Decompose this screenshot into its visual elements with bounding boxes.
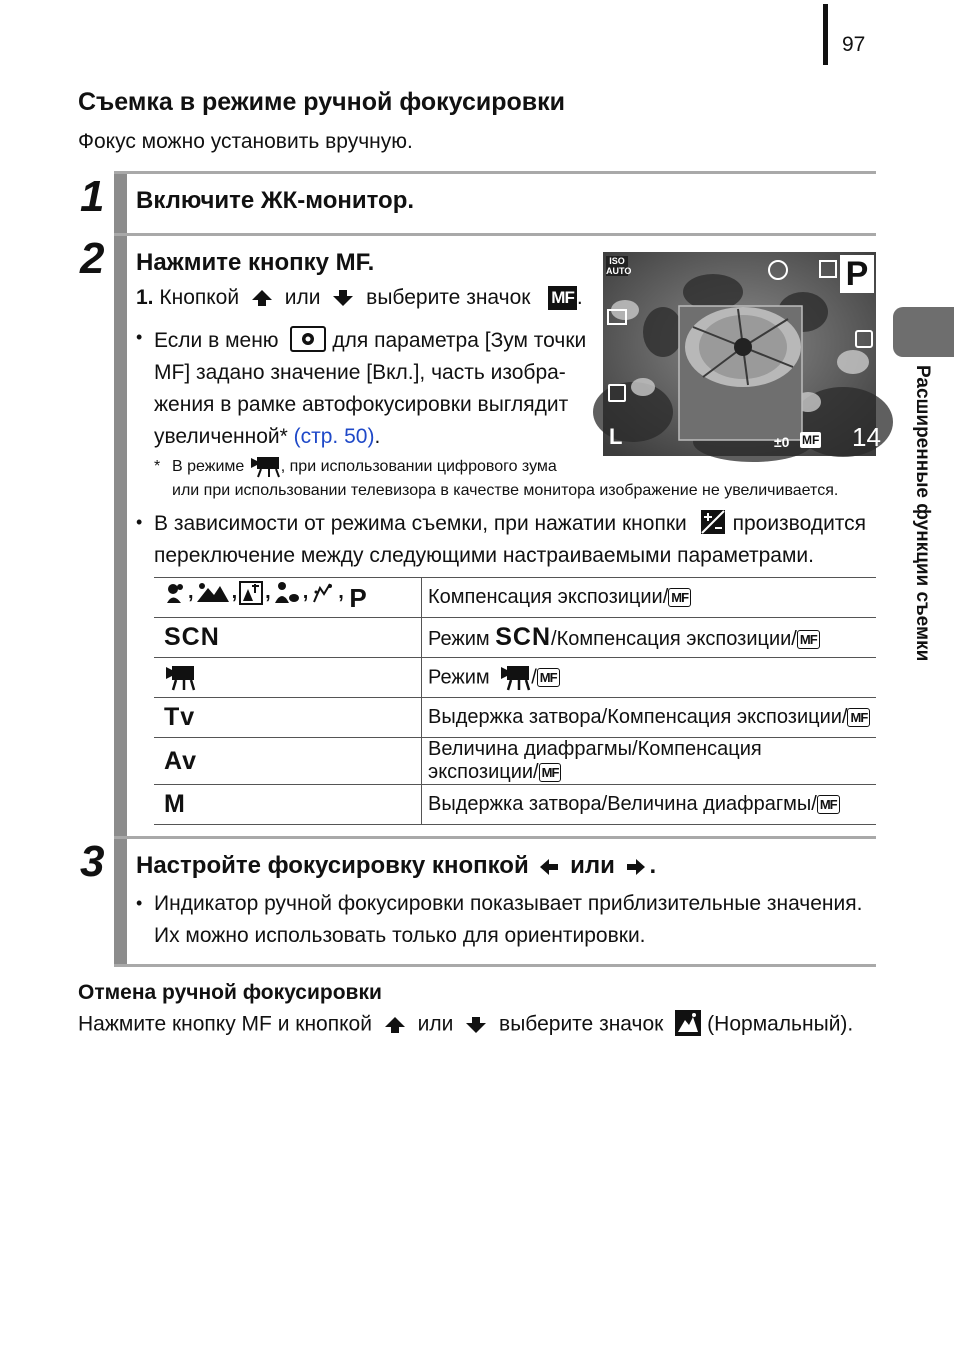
- mf-icon: MF: [847, 708, 870, 727]
- bullet2-text-a: В зависимости от режима съемки, при нажатии кнопки: [154, 512, 687, 535]
- table-cell-mode: SCN: [154, 618, 422, 658]
- movie-icon: [164, 665, 196, 691]
- cancel-text: Нажмите кнопку MF и кнопкой или выберите значок (Нормальный).: [78, 1012, 853, 1038]
- bullet1-line3: жения в рамке автофокусировки выглядит: [154, 393, 569, 416]
- table-cell-params: Выдержка затвора/Величина диафрагмы/ MF: [422, 785, 877, 825]
- table-cell-mode: M: [154, 785, 422, 825]
- scn-label: SCN: [495, 623, 552, 651]
- table-cell-mode: [154, 658, 422, 698]
- footnote-line1: [172, 456, 557, 478]
- arrow-down-icon: [332, 289, 354, 307]
- shake-icon: [855, 330, 873, 348]
- exposure-comp-icon: [701, 510, 725, 534]
- step-bar: [114, 174, 127, 965]
- table-row: [154, 738, 876, 785]
- section-title: Съемка в режиме ручной фокусировки: [78, 88, 566, 116]
- table-cell-params: Компенсация экспозиции/ MF: [422, 578, 877, 618]
- mf-indicator: MF: [802, 433, 820, 447]
- table-row: [154, 698, 876, 738]
- bullet-char: •: [136, 893, 143, 913]
- footnote-line2: или при использовании телевизора в качестве монитора изображение не увеличивается.: [172, 482, 839, 499]
- substep-or: или: [284, 286, 321, 309]
- mf-icon: MF: [537, 668, 560, 687]
- mode-p-label: P: [840, 255, 874, 293]
- arrow-right-icon: [626, 858, 646, 876]
- table-cell-mode: Tv: [154, 698, 422, 738]
- bullet2-text-b: производится: [732, 512, 867, 535]
- bullet1-line2: MF] задано значение [Вкл.], часть изобра-: [154, 361, 566, 384]
- camera-screen: [603, 252, 881, 456]
- cancel-title: Отмена ручной фокусировки: [78, 981, 382, 1004]
- exposure-value: ±0: [774, 434, 790, 450]
- step3-line1: Индикатор ручной фокусировки показывает приблизительные значения.: [154, 892, 863, 915]
- bullet2-block: [154, 508, 876, 572]
- page-number-bar: [823, 4, 828, 65]
- normal-focus-icon: [675, 1010, 701, 1036]
- footnote-text-a: В режиме: [172, 458, 245, 476]
- substep-text-a: Кнопкой: [159, 286, 240, 309]
- mf-icon: MF: [548, 286, 577, 310]
- mf-icon: MF: [668, 588, 691, 607]
- footnote-star: *: [154, 458, 161, 475]
- step-number-3: 3: [80, 837, 105, 886]
- flash-icon: [768, 260, 788, 280]
- bullet1-text-a: Если в меню: [154, 329, 279, 352]
- page-link[interactable]: (стр. 50): [293, 425, 375, 448]
- bullet2-line2: переключение между следующими настраиваемыми параметрами.: [154, 544, 814, 567]
- step2-title: Нажмите кнопку MF.: [136, 249, 375, 276]
- bullet1-block: [154, 325, 594, 453]
- single-frame-icon: [607, 309, 627, 325]
- self-timer-icon: [819, 260, 837, 278]
- table-cell-mode: Av: [154, 738, 422, 785]
- footnote-text-b: , при использовании цифрового зума: [280, 458, 557, 476]
- side-tab-label: Расширенные функции съемки: [912, 365, 933, 662]
- step1-top-rule: [114, 171, 876, 174]
- metering-icon: [608, 384, 626, 402]
- substep-end: .: [576, 286, 583, 309]
- bullet-char: •: [136, 512, 143, 532]
- bullet1-text-b: для параметра [Зум точки: [332, 329, 587, 352]
- step3-title: Настройте фокусировку кнопкой или .: [136, 852, 657, 879]
- portrait-icon: [164, 582, 186, 604]
- modes-table: [154, 577, 876, 825]
- table-cell-params: Режим SCN/Компенсация экспозиции/ MF: [422, 618, 877, 658]
- step3-line2: Их можно использовать только для ориентировки.: [154, 924, 646, 947]
- step1-title: Включите ЖК-монитор.: [136, 187, 415, 214]
- table-row: [154, 658, 876, 698]
- section-intro: Фокус можно установить вручную.: [78, 130, 413, 153]
- arrow-up-icon: [251, 289, 273, 307]
- kids-pets-icon: [273, 581, 301, 605]
- movie-icon: [499, 665, 531, 691]
- table-cell-mode: , , , , , P: [154, 578, 422, 618]
- step3-top-rule: [114, 836, 876, 839]
- mf-icon: MF: [817, 795, 840, 814]
- table-cell-params: Режим / MF: [422, 658, 877, 698]
- step-number-1: 1: [80, 172, 105, 221]
- indoor-icon: [310, 582, 336, 604]
- table-cell-params: Величина диафрагмы/Компенсация экспозиции/ MF: [422, 738, 877, 785]
- step2-substep: [136, 286, 583, 310]
- step3-bullet: [154, 888, 862, 952]
- side-tab-block: [893, 307, 954, 357]
- night-snapshot-icon: [239, 581, 263, 605]
- bullet-char: •: [136, 327, 143, 347]
- mf-icon: MF: [797, 630, 820, 649]
- arrow-down-icon: [465, 1016, 487, 1034]
- step2-top-rule: [114, 233, 876, 236]
- substep-text-b: выберите значок: [366, 286, 531, 309]
- substep-number: 1.: [136, 286, 154, 309]
- iso-auto-label: ISO AUTO: [606, 256, 632, 276]
- bullet1-line4: увеличенной*: [154, 425, 288, 448]
- page-number: 97: [842, 33, 866, 56]
- movie-icon: [249, 456, 281, 478]
- shots-remaining: 14: [852, 422, 881, 452]
- camera-menu-icon: [290, 326, 326, 352]
- table-row: [154, 578, 876, 618]
- step-number-2: 2: [80, 234, 105, 283]
- table-row: [154, 618, 876, 658]
- landscape-icon: [196, 582, 230, 604]
- bullet1-end: .: [374, 425, 381, 448]
- arrow-up-icon: [384, 1016, 406, 1034]
- mf-icon: MF: [539, 763, 562, 782]
- step3-bottom-rule: [114, 964, 876, 967]
- program-p-label: P: [349, 583, 367, 614]
- arrow-left-icon: [539, 858, 559, 876]
- table-row: [154, 785, 876, 825]
- size-label: L: [609, 424, 623, 449]
- flower-scene: [603, 252, 876, 456]
- table-cell-params: Выдержка затвора/Компенсация экспозиции/ MF: [422, 698, 877, 738]
